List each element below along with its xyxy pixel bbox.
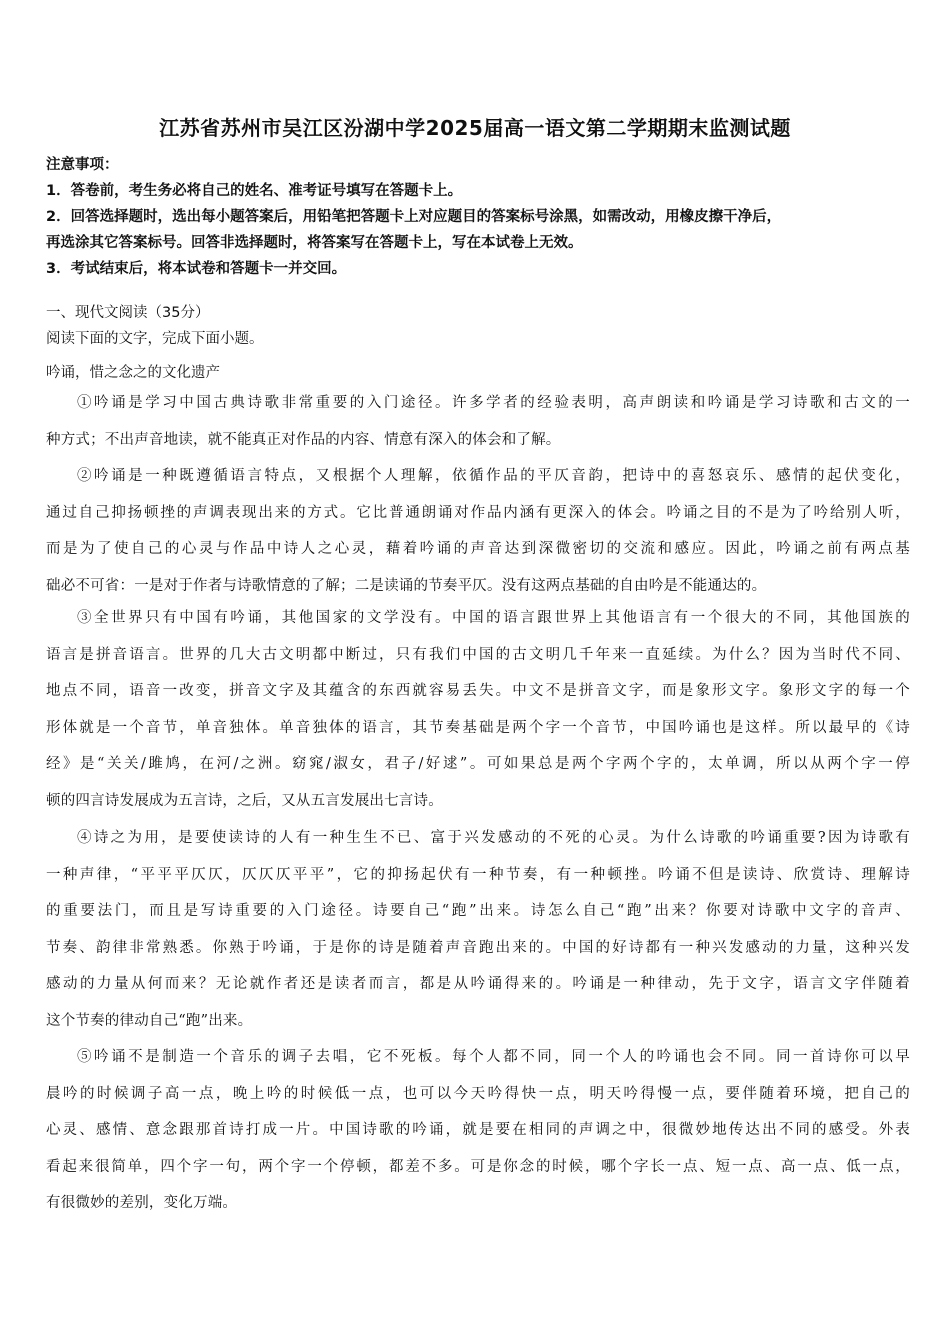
paragraph-line: ②吟诵是一种既遵循语言特点，又根据个人理解，依循作品的平仄音韵，把诗中的喜怒哀乐、感情的起伏变化， (77, 468, 910, 484)
paragraph-1 (46, 385, 910, 458)
exam-notes (46, 152, 916, 282)
paragraph-line: 而是为了使自己的心灵与作品中诗人之心灵，藉着吟诵的声音达到深微密切的交流和感应。因此，吟诵之前有两点基 (46, 541, 910, 558)
paragraph-line: ①吟诵是学习中国古典诗歌非常重要的入门途径。许多学者的经验表明，高声朗读和吟诵是学习诗歌和古文的一 (77, 395, 910, 411)
paragraph-3 (46, 600, 910, 820)
reading-instruction: 阅读下面的文字，完成下面小题。 (46, 331, 264, 347)
paragraph-line: 种方式；不出声音地读，就不能真正对作品的内容、情意有深入的体会和了解。 (46, 431, 561, 448)
paragraph-line: 地点不同，语音一改变，拼音文字及其蕴含的东西就容易丢失。中文不是拼音文字，而是象形文字。象形文字的每一个 (46, 683, 910, 700)
paragraph-line: 看起来很简单，四个字一句，两个字一个停顿，都差不多。可是你念的时候，哪个字长一点、短一点、高一点、低一点， (46, 1158, 910, 1175)
paragraph-line: 语言是拼音语言。世界的几大古文明都中断过，只有我们中国的古文明几千年来一直延续。为什么？因为当时代不同、 (46, 646, 910, 663)
paragraph-line: 有很微妙的差别，变化万端。 (46, 1195, 238, 1212)
notes-heading: 注意事项： (46, 157, 119, 173)
section-modern-reading (46, 300, 916, 386)
note-item-2: 2．回答选择题时，选出每小题答案后，用铅笔把答题卡上对应题目的答案标号涂黑，如需改动，用橡皮擦干净后， (46, 209, 782, 225)
paragraph-line: 节奏、韵律非常熟悉。你熟于吟诵，于是你的诗是随着声音跑出来的。中国的好诗都有一种兴发感动的力量，这种兴发 (46, 939, 910, 956)
note-item-3: 3．考试结束后，将本试卷和答题卡一并交回。 (46, 261, 347, 277)
paragraph-line: 础必不可省：一是对于作者与诗歌情意的了解；二是读诵的节奏平仄。没有这两点基础的自由吟是不能通达的。 (46, 577, 767, 594)
paragraph-line: ③全世界只有中国有吟诵，其他国家的文学没有。中国的语言跟世界上其他语言有一个很大的不同，其他国族的 (77, 610, 910, 626)
paragraph-line: 通过自己抑扬顿挫的声调表现出来的方式。它比普通朗诵对作品内涵有更深入的体会。吟诵之目的不是为了吟给别人听， (46, 504, 910, 521)
paragraph-line: 这个节奏的律动自己“跑”出来。 (46, 1012, 253, 1029)
paragraph-line: ⑤吟诵不是制造一个音乐的调子去唱，它不死板。每个人都不同，同一个人的吟诵也会不同。同一首诗你可以早 (77, 1049, 910, 1065)
paragraph-2 (46, 458, 910, 604)
section-heading: 一、现代文阅读（35分） (46, 305, 210, 321)
paragraph-line: ④诗之为用，是要使读诗的人有一种生生不已、富于兴发感动的不死的心灵。为什么诗歌的吟诵重要?因为诗歌有 (77, 830, 910, 846)
paragraph-line: 心灵、感情、意念跟那首诗打成一片。中国诗歌的吟诵，就是要在相同的声调之中，很微妙地传达出不同的感受。外表 (46, 1122, 910, 1139)
paragraph-4 (46, 820, 910, 1040)
note-item-1: 1．答卷前，考生务必将自己的姓名、准考证号填写在答题卡上。 (46, 183, 463, 199)
paragraph-line: 经》是“关关/雎鸠，在河/之洲。窈窕/淑女，君子/好逑”。可如果总是两个字两个字的，太单调，所以从两个字一停 (46, 756, 910, 773)
paragraph-line: 的重要法门，而且是写诗重要的入门途径。诗要自己“跑”出来。诗怎么自己“跑”出来？你要对诗歌中文字的音声、 (46, 903, 910, 920)
paragraph-5 (46, 1039, 910, 1222)
paragraph-line: 一种声律，“平平平仄仄，仄仄仄平平”，它的抑扬起伏有一种节奏，有一种顿挫。吟诵不但是读诗、欣赏诗、理解诗 (46, 866, 910, 883)
article-title: 吟诵，惜之念之的文化遗产 (46, 365, 220, 381)
paragraph-line: 感动的力量从何而来？无论就作者还是读者而言，都是从吟诵得来的。吟诵是一种律动，先于文字，语言文字伴随着 (46, 976, 910, 993)
paragraph-line: 顿的四言诗发展成为五言诗，之后，又从五言发展出七言诗。 (46, 792, 443, 809)
paragraph-line: 形体就是一个音节，单音独体。单音独体的语言，其节奏基础是两个字一个音节，中国吟诵也是这样。所以最早的《诗 (46, 719, 910, 736)
note-item-2-continued: 再选涂其它答案标号。回答非选择题时，将答案写在答题卡上，写在本试卷上无效。 (46, 235, 583, 251)
exam-title: 江苏省苏州市吴江区汾湖中学2025届高一语文第二学期期末监测试题 (159, 116, 791, 140)
paragraph-line: 晨吟的时候调子高一点，晚上吟的时候低一点，也可以今天吟得快一点，明天吟得慢一点，要伴随着环境，把自己的 (46, 1085, 910, 1102)
